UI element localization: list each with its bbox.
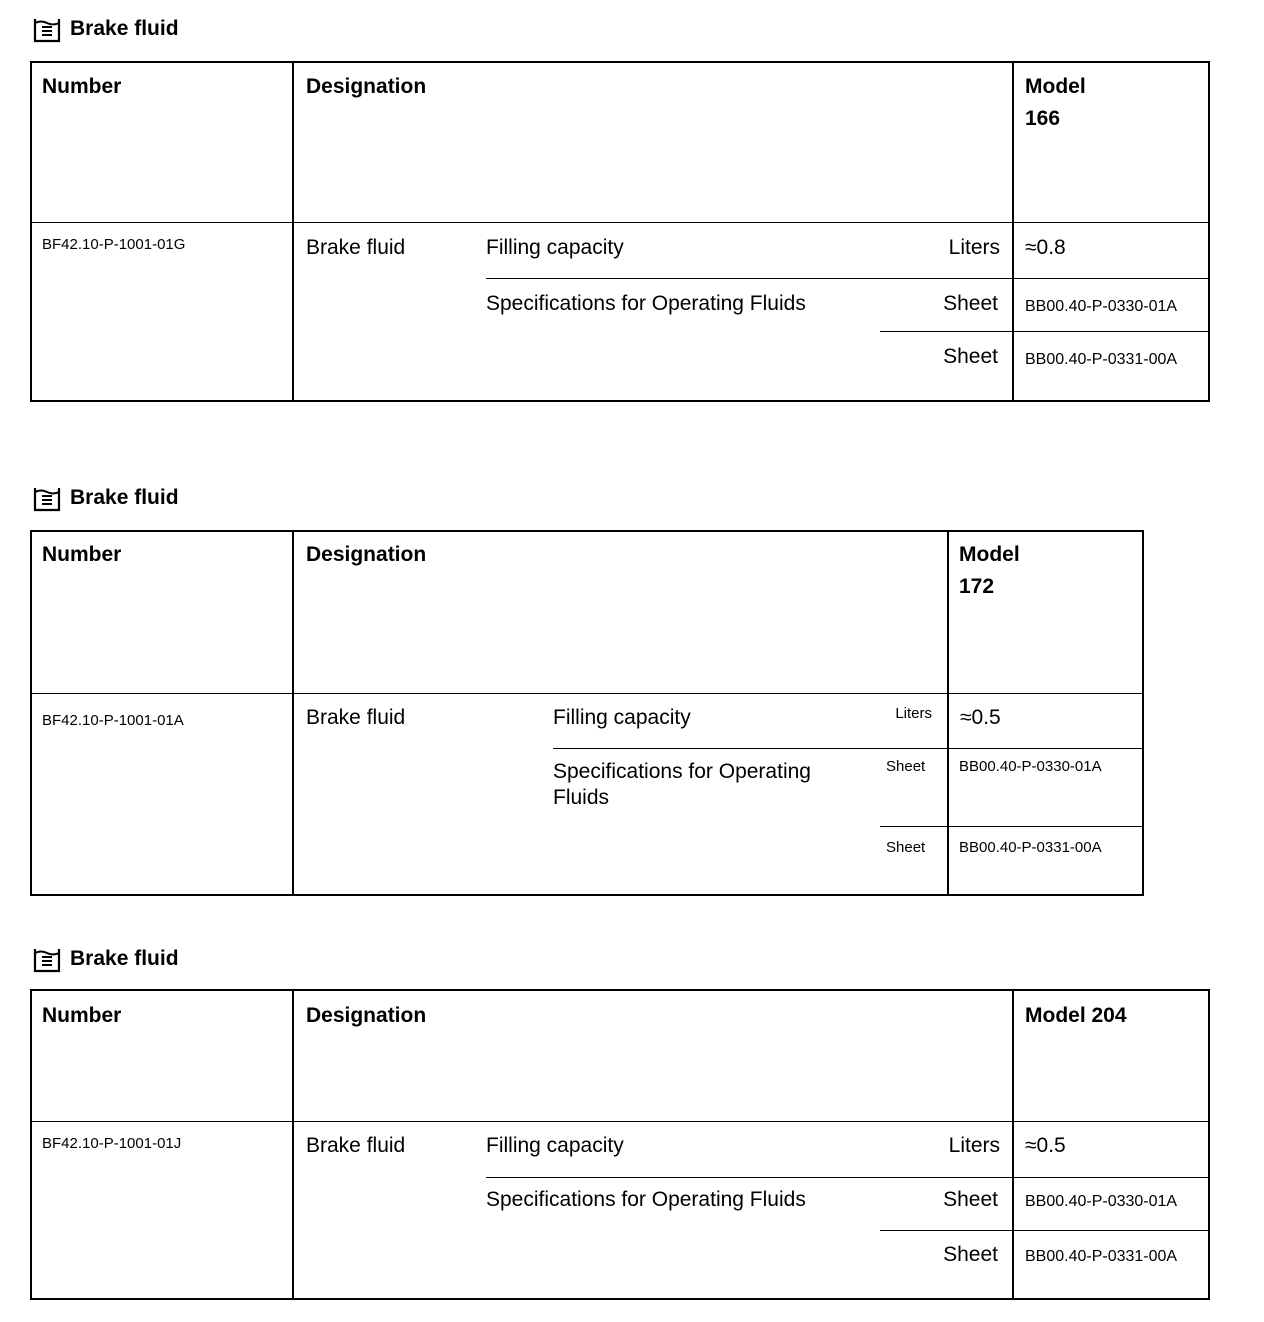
header-designation: Designation (306, 75, 427, 98)
sheet-reference: BB00.40-P-0331-00A (1025, 351, 1178, 368)
header-divider (32, 1121, 1208, 1122)
fluid-container-icon (32, 944, 62, 974)
designation-text: Brake fluid (306, 706, 406, 729)
sheet-unit: Sheet (943, 345, 998, 368)
sheet-reference: BB00.40-P-0331-00A (959, 839, 1102, 856)
row-divider (880, 331, 1208, 332)
spec-label: Specifications for Operating Fluids (486, 292, 806, 315)
sheet-unit: Sheet (943, 1188, 998, 1211)
fluid-container-icon (32, 483, 62, 513)
header-divider (32, 222, 1208, 223)
designation-text: Brake fluid (306, 1134, 406, 1157)
sheet-unit: Sheet (943, 292, 998, 315)
filling-capacity-unit: Liters (895, 705, 932, 722)
header-number: Number (42, 543, 122, 566)
sheet-unit: Sheet (943, 1243, 998, 1266)
filling-capacity-value: ≈0.5 (960, 706, 1001, 729)
row-divider (553, 748, 1142, 749)
sheet-unit: Sheet (886, 839, 926, 856)
filling-capacity-unit: Liters (948, 1134, 1000, 1157)
spec-table-166 (30, 61, 1210, 402)
fluid-container-icon (32, 14, 62, 44)
part-number: BF42.10-P-1001-01G (42, 236, 186, 253)
header-model-label: Model (959, 543, 1020, 566)
header-designation: Designation (306, 543, 427, 566)
filling-capacity-value: ≈0.5 (1025, 1134, 1066, 1157)
section-title (32, 14, 179, 44)
row-divider (486, 1177, 1208, 1178)
section-title-text: Brake fluid (70, 947, 179, 970)
part-number: BF42.10-P-1001-01A (42, 712, 184, 729)
section-title-text: Brake fluid (70, 486, 179, 509)
section-title-text: Brake fluid (70, 17, 179, 40)
header-model: Model 204 (1025, 1004, 1127, 1027)
spec-table-204 (30, 989, 1210, 1300)
section-title (32, 944, 179, 974)
part-number: BF42.10-P-1001-01J (42, 1135, 182, 1152)
header-number: Number (42, 75, 122, 98)
sheet-reference: BB00.40-P-0330-01A (1025, 298, 1178, 315)
filling-capacity-label: Filling capacity (486, 236, 624, 259)
spec-table-172 (30, 530, 1144, 896)
sheet-reference: BB00.40-P-0330-01A (1025, 1193, 1178, 1210)
header-divider (32, 693, 1142, 694)
sheet-unit: Sheet (886, 758, 926, 775)
sheet-reference: BB00.40-P-0330-01A (959, 758, 1102, 775)
header-model-number: 172 (959, 575, 995, 598)
row-divider (880, 826, 1142, 827)
sheet-reference: BB00.40-P-0331-00A (1025, 1248, 1178, 1265)
filling-capacity-label: Filling capacity (486, 1134, 624, 1157)
filling-capacity-label: Filling capacity (553, 706, 691, 729)
header-model-number: 166 (1025, 107, 1061, 130)
designation-text: Brake fluid (306, 236, 406, 259)
filling-capacity-unit: Liters (948, 236, 1000, 259)
spec-label: Specifications for Operating Fluids (486, 1188, 806, 1211)
spec-label: Specifications for Operating (553, 760, 811, 783)
filling-capacity-value: ≈0.8 (1025, 236, 1066, 259)
header-number: Number (42, 1004, 122, 1027)
row-divider (486, 278, 1208, 279)
row-divider (880, 1230, 1208, 1231)
header-designation: Designation (306, 1004, 427, 1027)
header-model-label: Model (1025, 75, 1086, 98)
section-title (32, 483, 179, 513)
spec-label-continued: Fluids (553, 786, 610, 809)
